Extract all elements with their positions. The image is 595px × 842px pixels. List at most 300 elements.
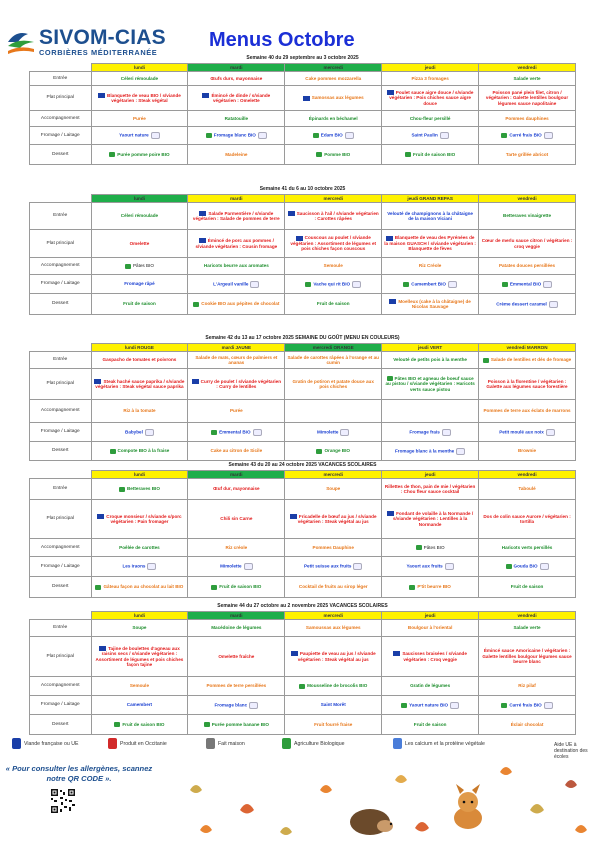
bio-icon bbox=[282, 738, 291, 749]
dish-name: Poisson à la florentine / végétarien : Galette aux légumes sauce forestière bbox=[486, 378, 568, 389]
dish-name: Gratin de potiron et patate douce aux pois chiches bbox=[292, 378, 374, 389]
table-row bbox=[30, 230, 576, 258]
menu-cell bbox=[479, 557, 576, 577]
page-footer bbox=[0, 734, 595, 842]
week-title: Semaine 40 du 29 septembre au 3 octobre 2025 bbox=[246, 55, 359, 61]
bio-icon bbox=[109, 152, 115, 157]
bio-icon bbox=[299, 684, 305, 689]
dish-name: Soupe bbox=[326, 486, 341, 492]
dish-name: Céleri rémoulade bbox=[120, 213, 159, 219]
menu-cell bbox=[479, 203, 576, 230]
dish-name: Couscous au poulet / s/viande végétarien : Assortiment de légumes et pois chiches façon couscous bbox=[290, 235, 377, 252]
week-title: Semaine 42 du 13 au 17 octobre 2025 SEMAINE DU GOÛT (MENU EN COULEURS) bbox=[205, 335, 400, 341]
header-corner bbox=[30, 64, 92, 72]
menu-cell bbox=[188, 677, 285, 696]
menu-cell bbox=[285, 127, 382, 145]
dairy-icon bbox=[546, 429, 555, 436]
course-label: Dessert bbox=[30, 715, 92, 735]
day-header-row bbox=[30, 344, 576, 352]
menu-cell bbox=[479, 258, 576, 275]
dish-name: Cake au citron de Sicile bbox=[210, 448, 263, 454]
dish-name: Tajine de boulettes d'agneau aux raisins secs / s/viande végétarien : Assortiment de légumes et pois chiches façon tajine bbox=[95, 645, 184, 667]
week-menu-5 bbox=[29, 602, 576, 735]
dish-name: Velouté de petits pois à la menthe bbox=[393, 357, 467, 363]
dish-name: Omelette fraîche bbox=[218, 653, 255, 659]
course-label: Fromage / Laitage bbox=[30, 423, 92, 442]
course-label: Fromage / Laitage bbox=[30, 696, 92, 715]
dish-name: Chou-fleur persillé bbox=[409, 115, 451, 121]
table-row bbox=[30, 500, 576, 539]
dish-name: Carré frais BIO bbox=[509, 702, 542, 708]
menu-cell bbox=[285, 86, 382, 111]
course-label: Plat principal bbox=[30, 86, 92, 111]
menu-cell bbox=[91, 423, 188, 442]
dairy-icon bbox=[450, 702, 459, 709]
dish-name: P'tit beurre BIO bbox=[417, 584, 451, 590]
occitanie-icon bbox=[108, 738, 117, 749]
menu-cell bbox=[382, 715, 479, 735]
dairy-icon bbox=[448, 281, 457, 288]
dish-name: Emmental BIO bbox=[509, 281, 542, 287]
course-label: Entrée bbox=[30, 620, 92, 637]
dairy-icon bbox=[249, 702, 258, 709]
dairy-icon bbox=[440, 132, 449, 139]
table-row bbox=[30, 577, 576, 598]
dish-name: Riz Créole bbox=[418, 263, 442, 269]
day-header: vendredi MARRON bbox=[479, 344, 576, 352]
menu-cell bbox=[285, 369, 382, 400]
menu-cell bbox=[91, 539, 188, 557]
course-label: Accompagnement bbox=[30, 258, 92, 275]
menu-cell bbox=[382, 145, 479, 165]
menu-cell bbox=[285, 230, 382, 258]
dish-name: Boulgour à l'oriental bbox=[407, 625, 453, 631]
dish-name: Yaourt nature bbox=[119, 132, 149, 138]
dish-name: Fruit de saison bbox=[413, 721, 447, 727]
dish-name: Gaspacho de tomates et poivrons bbox=[102, 357, 177, 363]
menu-cell bbox=[285, 539, 382, 557]
menu-cell bbox=[382, 677, 479, 696]
week-menu-1 bbox=[29, 54, 576, 165]
day-header: mardi bbox=[188, 612, 285, 620]
day-header: vendredi bbox=[479, 612, 576, 620]
dish-name: Pommes Dauphine bbox=[312, 544, 354, 550]
dairy-icon bbox=[147, 563, 156, 570]
day-header: mardi bbox=[188, 471, 285, 479]
bio-icon bbox=[501, 133, 507, 138]
dish-name: Pâtes BIO et agneau de boeuf sauce au pistou / s/viande végétarien : Haricots verts sauce pistou bbox=[385, 375, 475, 392]
menu-cell bbox=[188, 72, 285, 86]
dish-name: Fromage frais bbox=[409, 429, 440, 435]
menu-cell bbox=[479, 369, 576, 400]
eu-flag-icon bbox=[202, 93, 209, 98]
eu-flag-icon bbox=[288, 211, 295, 216]
bio-icon bbox=[95, 585, 101, 590]
menu-cell bbox=[91, 677, 188, 696]
menu-cell bbox=[188, 637, 285, 677]
menu-cell bbox=[188, 369, 285, 400]
course-label: Entrée bbox=[30, 479, 92, 500]
table-row bbox=[30, 620, 576, 637]
dish-name: Steak haché sauce paprika / s/viande végétarien : Steak végétal sauce paprika bbox=[95, 378, 185, 389]
dish-name: Cocktail de fruits au sirop léger bbox=[298, 584, 368, 590]
menu-cell bbox=[382, 500, 479, 539]
menu-cell bbox=[479, 145, 576, 165]
bio-icon bbox=[211, 585, 217, 590]
dairy-icon bbox=[145, 429, 154, 436]
menu-cell bbox=[285, 557, 382, 577]
dish-name: Moelleux (cake à la châtaigne) de Nicolas Sauvage bbox=[398, 298, 471, 309]
bio-icon bbox=[401, 703, 407, 708]
course-label: Entrée bbox=[30, 203, 92, 230]
menu-cell bbox=[479, 352, 576, 369]
menu-cell bbox=[382, 577, 479, 598]
dish-name: Velouté de champignons à la châtaigne de la maison Viciani bbox=[387, 210, 473, 221]
dish-name: Omelette bbox=[129, 240, 150, 246]
page-title: Menus Octobre bbox=[209, 29, 355, 51]
course-label: Plat principal bbox=[30, 637, 92, 677]
menu-cell bbox=[382, 352, 479, 369]
label-text: Fait maison bbox=[218, 741, 245, 747]
day-header: mardi JAUNE bbox=[188, 344, 285, 352]
sante-icon bbox=[393, 738, 402, 749]
dish-name: Betteraves BIO bbox=[126, 486, 160, 492]
dish-name: Babybel bbox=[125, 429, 143, 435]
dish-name: Dos de colin sauce Aurore / végétarien : tortilla bbox=[483, 513, 571, 524]
dish-name: Haricots beurre aux aromates bbox=[203, 263, 269, 269]
menu-cell bbox=[479, 637, 576, 677]
menu-cell bbox=[382, 637, 479, 677]
menu-cell bbox=[382, 258, 479, 275]
menu-cell bbox=[285, 423, 382, 442]
bio-icon bbox=[502, 282, 508, 287]
menu-cell bbox=[382, 423, 479, 442]
dish-name: Fondant de volaille à la Normande / s/viande végétarien : Lentilles à la Normande bbox=[392, 510, 474, 527]
course-label: Dessert bbox=[30, 442, 92, 461]
bio-icon bbox=[114, 722, 120, 727]
menu-cell bbox=[479, 696, 576, 715]
menu-cell bbox=[382, 127, 479, 145]
menu-cell bbox=[285, 620, 382, 637]
dish-name: Yaourt nature BIO bbox=[409, 702, 449, 708]
menu-cell bbox=[285, 72, 382, 86]
bio-icon bbox=[119, 487, 125, 492]
dish-name: Betteraves vinaigrette bbox=[503, 213, 552, 219]
day-header: mercredi bbox=[285, 471, 382, 479]
day-header-row bbox=[30, 612, 576, 620]
menu-cell bbox=[479, 715, 576, 735]
bio-icon bbox=[211, 430, 217, 435]
dish-name: Mimolette bbox=[317, 429, 339, 435]
dish-name: Émincé de porc aux pommes / s/viande végétarien : Cousin fromage bbox=[195, 238, 278, 249]
menu-cell bbox=[91, 258, 188, 275]
day-header: mercredi bbox=[285, 195, 382, 203]
dish-name: Saint Morêt bbox=[320, 702, 346, 708]
dish-name: Fruit fourré fraise bbox=[314, 721, 353, 727]
dish-name: Saucisses braisées / s/viande végétarien : Croq veggie bbox=[402, 651, 467, 662]
label-text: Agriculture Biologique bbox=[294, 741, 345, 747]
dish-name: Edam BIO bbox=[320, 132, 343, 138]
menu-cell bbox=[188, 86, 285, 111]
dish-name: Salade de carottes râpées à l'orange et au cumin bbox=[287, 354, 379, 365]
menu-cell bbox=[91, 637, 188, 677]
menu-cell bbox=[188, 557, 285, 577]
menu-cell bbox=[382, 369, 479, 400]
menu-cell bbox=[188, 423, 285, 442]
dish-name: Fruit de saison bbox=[510, 584, 544, 590]
course-label: Entrée bbox=[30, 72, 92, 86]
dish-name: Cookie BIO aux pépites de chocolat bbox=[201, 301, 280, 307]
dish-name: Petit suisse aux fruits bbox=[303, 563, 352, 569]
menu-cell bbox=[382, 72, 479, 86]
menu-cell bbox=[479, 111, 576, 127]
menu-cell bbox=[479, 479, 576, 500]
dairy-icon bbox=[456, 448, 465, 455]
menu-cell bbox=[479, 500, 576, 539]
dairy-icon bbox=[151, 132, 160, 139]
eu-flag-icon bbox=[192, 379, 199, 384]
menu-cell bbox=[479, 400, 576, 423]
dish-name: Éclair chocolat bbox=[510, 721, 544, 727]
course-label: Fromage / Laitage bbox=[30, 275, 92, 294]
bio-icon bbox=[204, 722, 210, 727]
table-row bbox=[30, 86, 576, 111]
dish-name: Œuf dur, mayonnaise bbox=[213, 486, 260, 492]
bio-icon bbox=[483, 358, 489, 363]
day-header: lundi bbox=[91, 64, 188, 72]
dish-name: Salade verte bbox=[513, 625, 541, 631]
menu-cell bbox=[91, 696, 188, 715]
logo-mark-icon bbox=[6, 28, 36, 56]
label-text: Produit en Occitanie bbox=[120, 741, 167, 747]
menu-cell bbox=[188, 577, 285, 598]
dish-name: Fruit de saison BIO bbox=[122, 721, 165, 727]
menu-cell bbox=[382, 442, 479, 461]
table-row bbox=[30, 677, 576, 696]
dairy-icon bbox=[244, 563, 253, 570]
menu-cell bbox=[382, 275, 479, 294]
menu-cell bbox=[91, 369, 188, 400]
day-header: lundi bbox=[91, 195, 188, 203]
menu-cell bbox=[91, 557, 188, 577]
dish-name: Œufs durs, mayonnaise bbox=[210, 75, 263, 81]
menu-cell bbox=[479, 230, 576, 258]
bio-icon bbox=[305, 282, 311, 287]
dish-name: Croque monsieur / s/viande s/porc végétarien : Pain fromager bbox=[106, 513, 182, 524]
menu-cell bbox=[382, 230, 479, 258]
menu-cell bbox=[479, 72, 576, 86]
dish-name: Samoussas aux légumes bbox=[305, 625, 361, 631]
dish-name: Riz créole bbox=[225, 544, 248, 550]
day-header: mercredi bbox=[285, 612, 382, 620]
dish-name: Fricadelle de bœuf au jus / s/viande végétarien : Steak végétal au jus bbox=[297, 513, 377, 524]
dish-name: Salade de maïs, cœurs de palmiers et ananas bbox=[195, 354, 278, 365]
menu-cell bbox=[285, 294, 382, 315]
bio-icon bbox=[206, 133, 212, 138]
menu-table bbox=[29, 194, 576, 315]
qr-instructions: « Pour consulter les allergènes, scannez notre QR CODE ». bbox=[5, 764, 153, 783]
table-row bbox=[30, 442, 576, 461]
menu-cell bbox=[285, 479, 382, 500]
menu-cell bbox=[479, 86, 576, 111]
dish-name: Semoule bbox=[323, 263, 343, 269]
menu-cell bbox=[285, 696, 382, 715]
menu-table bbox=[29, 63, 576, 165]
dish-name: Paupiette de veau au jus / s/viande végétarien : Steak végétal au jus bbox=[297, 651, 376, 662]
week-title: Semaine 41 du 6 au 10 octobre 2025 bbox=[259, 186, 346, 192]
dairy-icon bbox=[258, 132, 267, 139]
qr-code-icon[interactable] bbox=[50, 788, 76, 814]
course-label: Entrée bbox=[30, 352, 92, 369]
bio-icon bbox=[409, 585, 415, 590]
course-label: Accompagnement bbox=[30, 111, 92, 127]
dish-name: Purée pomme poire BIO bbox=[117, 151, 170, 157]
table-row bbox=[30, 145, 576, 165]
dairy-icon bbox=[353, 563, 362, 570]
menu-cell bbox=[188, 258, 285, 275]
dish-name: Samossas aux légumes bbox=[311, 95, 364, 101]
menu-cell bbox=[188, 696, 285, 715]
eu-flag-icon bbox=[98, 93, 105, 98]
dish-name: Purée bbox=[229, 408, 243, 414]
dairy-icon bbox=[543, 281, 552, 288]
day-header: lundi bbox=[91, 471, 188, 479]
bio-icon bbox=[405, 152, 411, 157]
table-row bbox=[30, 400, 576, 423]
table-row bbox=[30, 258, 576, 275]
dairy-icon bbox=[549, 301, 558, 308]
dish-name: L'Argeuil vanille bbox=[213, 281, 249, 287]
menu-cell bbox=[285, 275, 382, 294]
menu-cell bbox=[285, 500, 382, 539]
label-text: Les calcium et la protéine végétale bbox=[405, 741, 485, 747]
week-menu-2 bbox=[29, 185, 576, 315]
table-row bbox=[30, 637, 576, 677]
week-menu-3 bbox=[29, 334, 576, 461]
dairy-icon bbox=[352, 281, 361, 288]
menu-cell bbox=[382, 294, 479, 315]
dairy-icon bbox=[253, 429, 262, 436]
dish-name: Soupe bbox=[132, 625, 147, 631]
dish-name: Carré frais BIO bbox=[509, 132, 542, 138]
bio-icon bbox=[506, 564, 512, 569]
day-header: vendredi bbox=[479, 471, 576, 479]
day-header: jeudi GRAND REPAS bbox=[382, 195, 479, 203]
eu-flag-icon bbox=[389, 299, 396, 304]
menu-cell bbox=[188, 294, 285, 315]
dairy-icon bbox=[345, 132, 354, 139]
dish-name: Riz pilaf bbox=[518, 683, 536, 689]
bio-icon bbox=[416, 545, 422, 550]
bio-icon bbox=[313, 133, 319, 138]
dish-name: Taboulé bbox=[518, 486, 536, 492]
dish-name: Gratin de légumes bbox=[410, 683, 451, 689]
table-row bbox=[30, 352, 576, 369]
menu-cell bbox=[91, 400, 188, 423]
menu-cell bbox=[91, 620, 188, 637]
menu-cell bbox=[188, 203, 285, 230]
header-corner bbox=[30, 195, 92, 203]
autumn-decoration-icon bbox=[170, 750, 595, 842]
menu-table bbox=[29, 611, 576, 735]
dish-name: Pommes dauphines bbox=[505, 115, 549, 121]
dish-name: Poisson pané plein filet, citron / végétarien : Galette lentilles boulgour légumes sauce napolitaine bbox=[485, 89, 569, 106]
dish-name: Chili sin Carne bbox=[220, 516, 253, 522]
dish-name: Saint Paulin bbox=[411, 132, 438, 138]
menu-cell bbox=[188, 352, 285, 369]
dish-name: Gouda BIO bbox=[513, 563, 538, 569]
menu-cell bbox=[382, 203, 479, 230]
dish-name: Pommes de terre aux éclats de marrons bbox=[483, 408, 571, 414]
menu-cell bbox=[285, 111, 382, 127]
table-row bbox=[30, 715, 576, 735]
dish-name: Salade Parmentière / s/viande végétarien : Salade de pommes de terre bbox=[192, 210, 280, 221]
dairy-icon bbox=[544, 702, 553, 709]
day-header: jeudi bbox=[382, 471, 479, 479]
dish-name: Ratatouille bbox=[224, 115, 249, 121]
course-label: Fromage / Laitage bbox=[30, 127, 92, 145]
menu-cell bbox=[91, 145, 188, 165]
course-label: Dessert bbox=[30, 577, 92, 598]
table-row bbox=[30, 72, 576, 86]
menu-cell bbox=[91, 294, 188, 315]
table-row bbox=[30, 369, 576, 400]
day-header-row bbox=[30, 195, 576, 203]
day-header: mardi bbox=[188, 64, 285, 72]
header-corner bbox=[30, 471, 92, 479]
table-row bbox=[30, 479, 576, 500]
menu-cell bbox=[188, 479, 285, 500]
course-label: Plat principal bbox=[30, 230, 92, 258]
dish-name: Crème dessert caramel bbox=[496, 301, 547, 307]
menu-cell bbox=[479, 423, 576, 442]
dish-name: Haricots verts persillés bbox=[501, 544, 553, 550]
menu-cell bbox=[479, 275, 576, 294]
dish-name: Fromage blanc BIO bbox=[213, 132, 256, 138]
menu-cell bbox=[188, 620, 285, 637]
dish-name: Saucisson à l'ail / s/viande végétarien : Carottes râpées bbox=[296, 210, 379, 221]
dish-name: Patates douces persillées bbox=[498, 263, 556, 269]
dish-name: Compote BIO à la fraise bbox=[117, 448, 170, 454]
table-row bbox=[30, 203, 576, 230]
eu-flag-icon bbox=[303, 96, 310, 101]
dish-name: Macédoine de légumes bbox=[211, 625, 262, 631]
menu-cell bbox=[285, 715, 382, 735]
dish-name: Curry de poulet / s/viande végétarien : Curry de lentilles bbox=[200, 378, 282, 389]
bio-icon bbox=[403, 282, 409, 287]
dish-name: Fromage blanc bbox=[214, 702, 248, 708]
day-header: jeudi VERT bbox=[382, 344, 479, 352]
menu-cell bbox=[188, 230, 285, 258]
bio-icon bbox=[193, 302, 199, 307]
dish-name: Madeleine bbox=[225, 151, 248, 157]
dish-name: Blanquette de veau BIO / s/viande végétarien : Steak végétal bbox=[107, 92, 181, 103]
menu-cell bbox=[382, 539, 479, 557]
eu-flag-icon bbox=[97, 514, 104, 519]
eu-aid-label: Aide UE à destination des écoles bbox=[554, 742, 588, 760]
dish-name: Vache qui rit BIO bbox=[313, 281, 351, 287]
menu-cell bbox=[91, 203, 188, 230]
menu-cell bbox=[188, 127, 285, 145]
dish-name: Fromage râpé bbox=[124, 281, 155, 287]
menu-cell bbox=[91, 352, 188, 369]
dish-name: Tarte grillée abricot bbox=[505, 151, 549, 157]
dish-name: Salade verte bbox=[513, 75, 541, 81]
course-label: Dessert bbox=[30, 294, 92, 315]
menu-cell bbox=[285, 352, 382, 369]
dish-name: Emmental BIO bbox=[219, 429, 251, 435]
dish-name: Cake pommes mozzarella bbox=[305, 75, 362, 81]
